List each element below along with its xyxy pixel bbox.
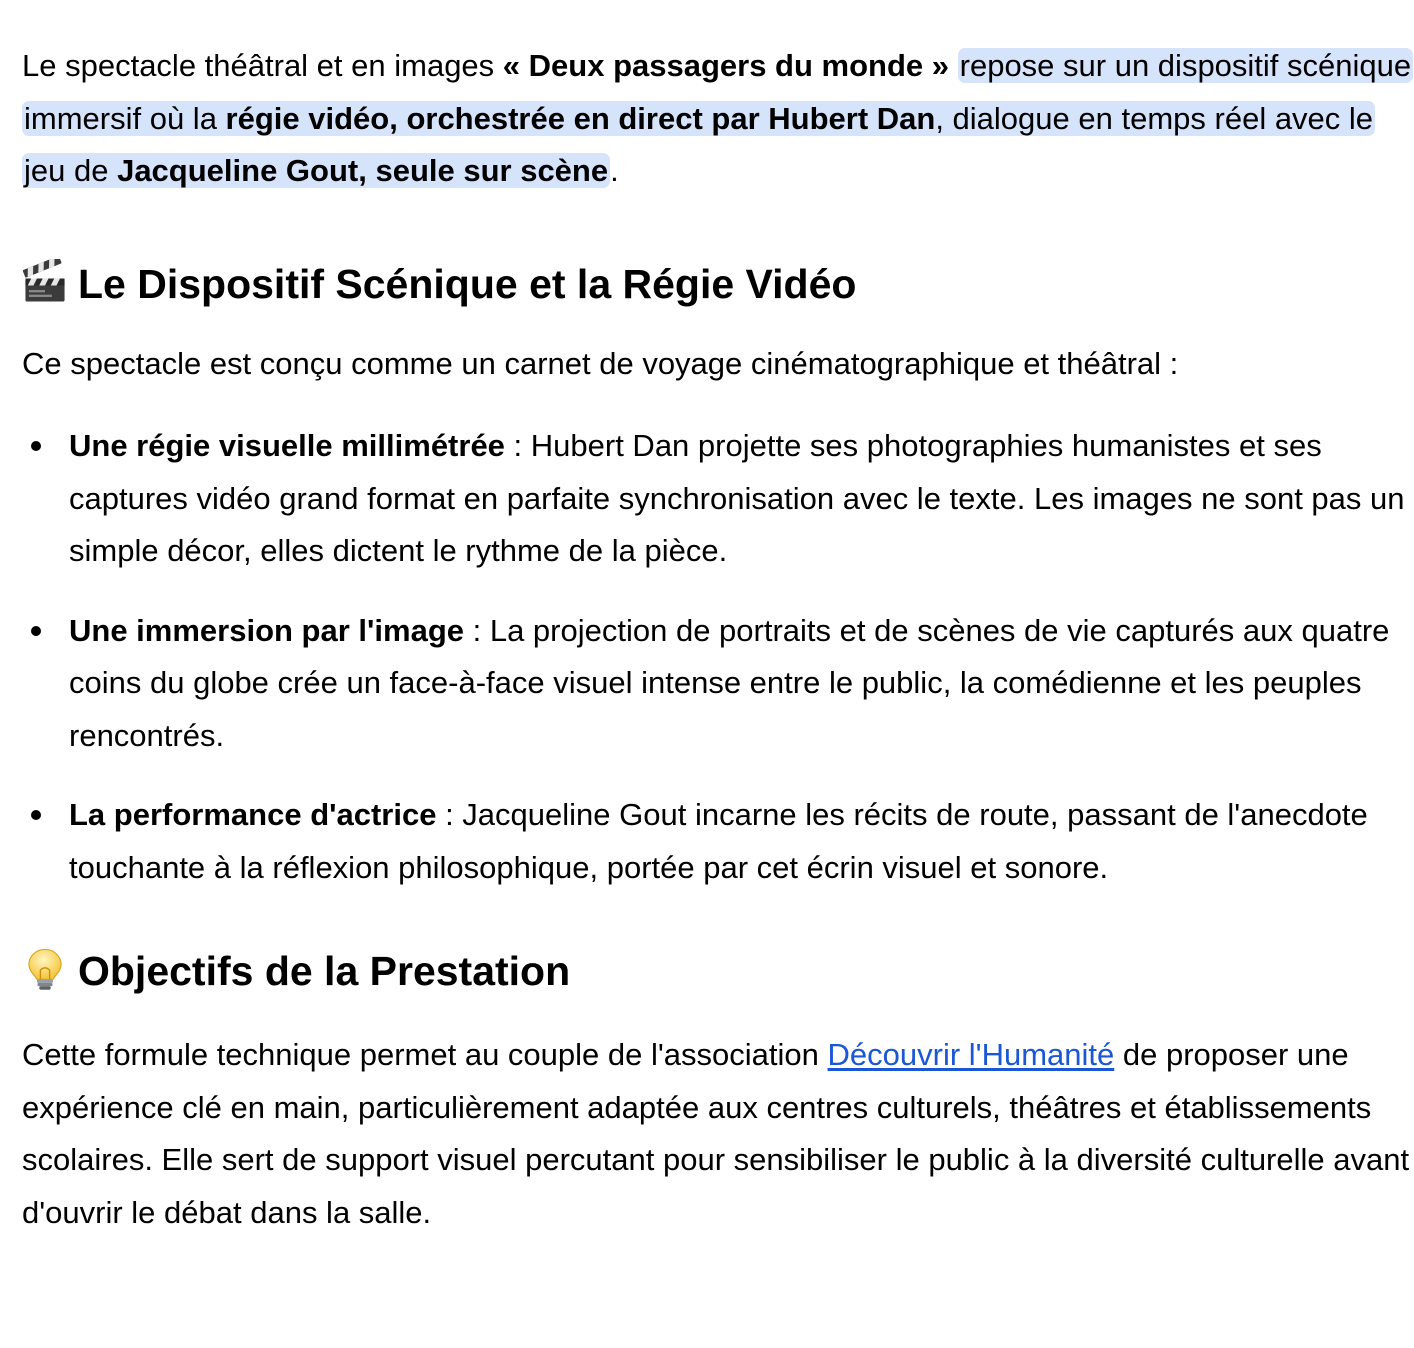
list-item bbox=[22, 605, 1412, 763]
list-item-text: : Jacqueline Gout incarne les récits de route, passant de l'anecdote touchante à la réflexion philosophique, portée par cet écrin visuel et sonore. bbox=[69, 797, 1368, 885]
section-heading-dispositif bbox=[22, 256, 1412, 312]
list-item-label: Une régie visuelle millimétrée bbox=[69, 428, 505, 463]
actress-emphasis: Jacqueline Gout, seule sur scène bbox=[117, 153, 609, 188]
light-bulb-icon bbox=[22, 946, 68, 992]
video-direction-emphasis: régie vidéo, orchestrée en direct par Hubert Dan bbox=[225, 100, 936, 136]
feature-list bbox=[22, 420, 1412, 894]
list-item-label: Une immersion par l'image bbox=[69, 612, 464, 648]
bullet-icon bbox=[31, 441, 41, 451]
objectives-paragraph: Cette formule technique permet au couple de l'association Découvrir l'Humanité de proposer une expérience clé en main, particulièrement adaptée aux centres culturels, théâtres et établissements scolaires. Elle sert de support visuel percutant pour sensibiliser le public à la diversité culturelle avant d'ouvrir le débat dans la salle. bbox=[22, 1037, 1410, 1230]
association-link[interactable]: Découvrir l'Humanité bbox=[827, 1037, 1115, 1072]
section-title: Objectifs de la Prestation bbox=[78, 948, 571, 994]
intro-text: Le spectacle théâtral et en images bbox=[22, 48, 503, 83]
document-body bbox=[22, 40, 1412, 1239]
section-title: Le Dispositif Scénique et la Régie Vidéo bbox=[78, 260, 857, 307]
clapper-board-icon bbox=[22, 259, 68, 305]
bullet-icon bbox=[31, 626, 41, 636]
bullet-icon bbox=[31, 810, 41, 820]
list-item-text: : La projection de portraits et de scènes de vie capturés aux quatre coins du globe crée un face-à-face visuel intense entre le public, la comédienne et les peuples rencontrés. bbox=[69, 612, 1390, 753]
section-intro: Ce spectacle est conçu comme un carnet de voyage cinématographique et théâtral : bbox=[22, 345, 1179, 381]
list-item-text: : Hubert Dan projette ses photographies humanistes et ses captures vidéo grand format en parfaite synchronisation avec le texte. Les images ne sont pas un simple décor, elles dictent le rythme de la pièce. bbox=[69, 428, 1405, 568]
list-item-label: La performance d'actrice bbox=[69, 797, 437, 832]
list-item bbox=[22, 420, 1412, 578]
show-title: « Deux passagers du monde » bbox=[502, 48, 950, 83]
section-heading-objectifs bbox=[22, 943, 1412, 999]
list-item bbox=[22, 789, 1412, 894]
intro-paragraph: Le spectacle théâtral et en images « Deux passagers du monde » repose sur un dispositif scénique immersif où la régie vidéo, orchestrée en direct par Hubert Dan, dialogue en temps réel avec le jeu de Jacqueline Gout, seule sur scène. bbox=[22, 48, 1412, 188]
selected-text[interactable]: repose sur un dispositif scénique immersif où la régie vidéo, orchestrée en direct par Hubert Dan, dialogue en temps réel avec le jeu de Jacqueline Gout, seule sur scène bbox=[24, 48, 1412, 188]
